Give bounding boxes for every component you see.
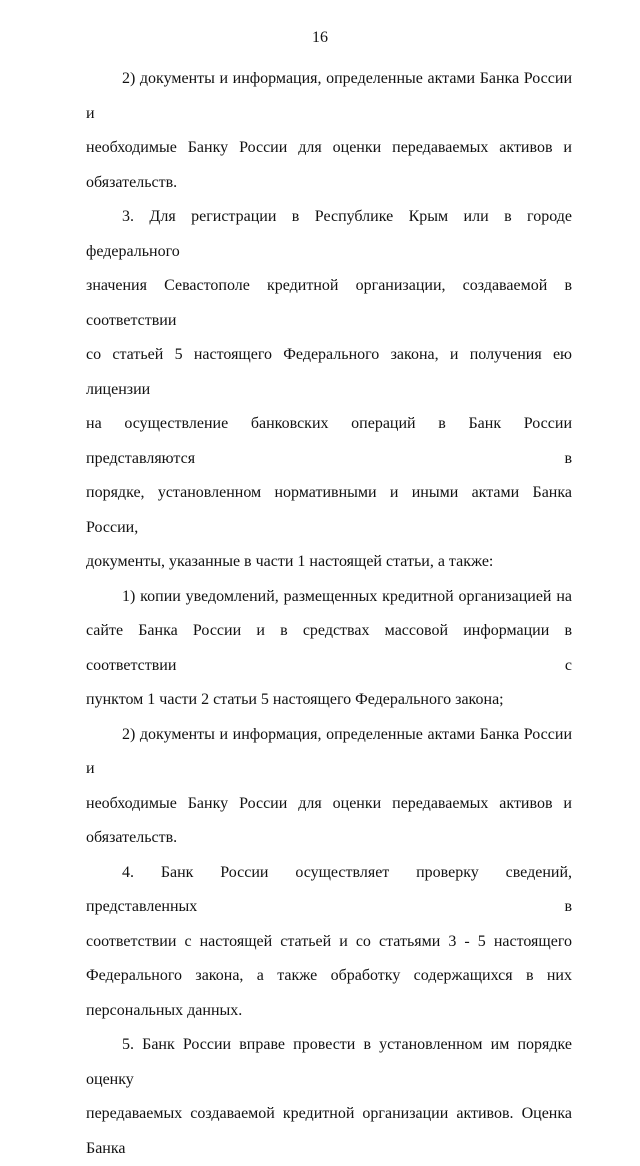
- text-line: необходимые Банку России для оценки передаваемых активов и: [86, 139, 572, 156]
- text-line: 2) документы и информация, определенные актами Банка России и: [86, 70, 572, 122]
- text-line: 4. Банк России осуществляет проверку сведений, представленных в: [86, 863, 572, 915]
- text-line: 5. Банк России вправе провести в установленном им порядке оценку: [86, 1036, 572, 1088]
- text-line: 2) документы и информация, определенные актами Банка России и: [86, 725, 572, 777]
- text-line: персональных данных.: [86, 1001, 243, 1019]
- paragraph-item-1-copies: [86, 580, 572, 718]
- text-line: 1) копии уведомлений, размещенных кредитной организацией на: [122, 587, 572, 605]
- paragraph-item-2-documents-repeat: [86, 718, 572, 856]
- text-line: значения Севастополе кредитной организации, создаваемой в соответствии: [86, 277, 572, 329]
- text-line: документы, указанные в части 1 настоящей статьи, а также:: [86, 553, 494, 570]
- paragraph-clause-3: [86, 200, 572, 580]
- text-line: Федерального закона, а также обработку содержащихся в них: [86, 967, 572, 984]
- document-body: [86, 62, 572, 1166]
- text-line: передаваемых создаваемой кредитной организации активов. Оценка Банка: [86, 1105, 572, 1157]
- text-line: соответствии с настоящей статьей и со статьями 3 - 5 настоящего: [86, 932, 572, 950]
- text-line: обязательств.: [86, 829, 178, 846]
- text-line: пунктом 1 части 2 статьи 5 настоящего Федерального закона;: [86, 691, 504, 708]
- text-line: порядке, установленном нормативными и иными актами Банка России,: [86, 484, 572, 536]
- text-line: обязательств.: [86, 173, 178, 191]
- page-number: 16: [312, 29, 328, 46]
- paragraph-clause-4: [86, 856, 572, 1029]
- text-line: со статьей 5 настоящего Федерального закона, и получения ею лицензии: [86, 346, 572, 398]
- paragraph-item-2-documents: [86, 62, 572, 200]
- text-line: необходимые Банку России для оценки передаваемых активов и: [86, 794, 572, 812]
- text-line: 3. Для регистрации в Республике Крым или в городе федерального: [86, 208, 572, 260]
- text-line: сайте Банка России и в средствах массовой информации в соответствии с: [86, 622, 572, 674]
- paragraph-clause-5: [86, 1028, 572, 1166]
- text-line: на осуществление банковских операций в Банк России представляются в: [86, 415, 572, 467]
